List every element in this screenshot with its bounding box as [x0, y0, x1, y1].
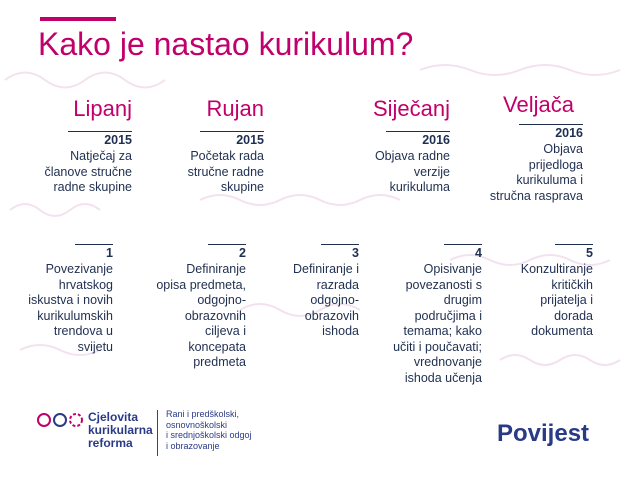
- step-text: Opisivanje povezanosti s drugim područjima i temama; kako učiti i poučavati; vrednovanje ishoda učenja: [393, 262, 482, 385]
- milestone-year: 2015: [200, 131, 264, 149]
- step-4: [342, 244, 482, 414]
- milestone-text: Objava radne verzije kurikuluma: [374, 149, 450, 194]
- brand-name: Cjelovita kurikularna reforma: [88, 410, 153, 450]
- milestone-text: Natječaj za članove stručne radne skupine: [44, 149, 132, 194]
- step-number: 3: [321, 244, 359, 262]
- step-number: 4: [444, 244, 482, 262]
- title-accent-bar: [40, 17, 116, 21]
- step-text: Definiranje i razrada odgojno- obrazovih ishoda: [292, 262, 359, 338]
- step-number: 1: [75, 244, 113, 262]
- step-1: [0, 244, 113, 394]
- step-text: Definiranje opisa predmeta, odgojno- obrazovnih ciljeva i koncepata predmeta: [156, 262, 246, 369]
- slide-title: Kako je nastao kurikulum?: [38, 26, 414, 62]
- step-2: [106, 244, 246, 394]
- step-number: 5: [555, 244, 593, 262]
- milestone-year: 2016: [386, 131, 450, 149]
- step-text: Konzultiranje kritičkih prijatelja i dorada dokumenta: [520, 262, 593, 338]
- milestone-year: 2015: [68, 131, 132, 149]
- step-3: [239, 244, 359, 394]
- brand-subtitle: Rani i predškolski, osnovnoškolski i srednjoškolski odgoj i obrazovanje: [166, 409, 252, 451]
- milestone-year: 2016: [519, 124, 583, 142]
- milestone-text: Objava prijedloga kurikuluma i stručna rasprava: [489, 142, 583, 203]
- milestone-4: [443, 124, 583, 219]
- step-5: [473, 244, 593, 394]
- month-sijecanj: Siječanj: [372, 96, 450, 121]
- milestone-2: [124, 131, 264, 211]
- subject-name: Povijest: [497, 420, 590, 447]
- reform-logo-icon: [36, 410, 86, 430]
- step-text: Povezivanje hrvatskog iskustva i novih kurikulumskih trendova u svijetu: [28, 262, 113, 354]
- milestone-text: Početak rada stručne radne skupine: [187, 149, 264, 194]
- step-number: 2: [208, 244, 246, 262]
- month-lipanj: Lipanj: [73, 96, 132, 121]
- milestone-3: [310, 131, 450, 211]
- footer-divider: [157, 410, 158, 456]
- month-veljaca: Veljača: [503, 92, 574, 117]
- milestone-1: [0, 131, 132, 211]
- month-rujan: Rujan: [206, 96, 264, 121]
